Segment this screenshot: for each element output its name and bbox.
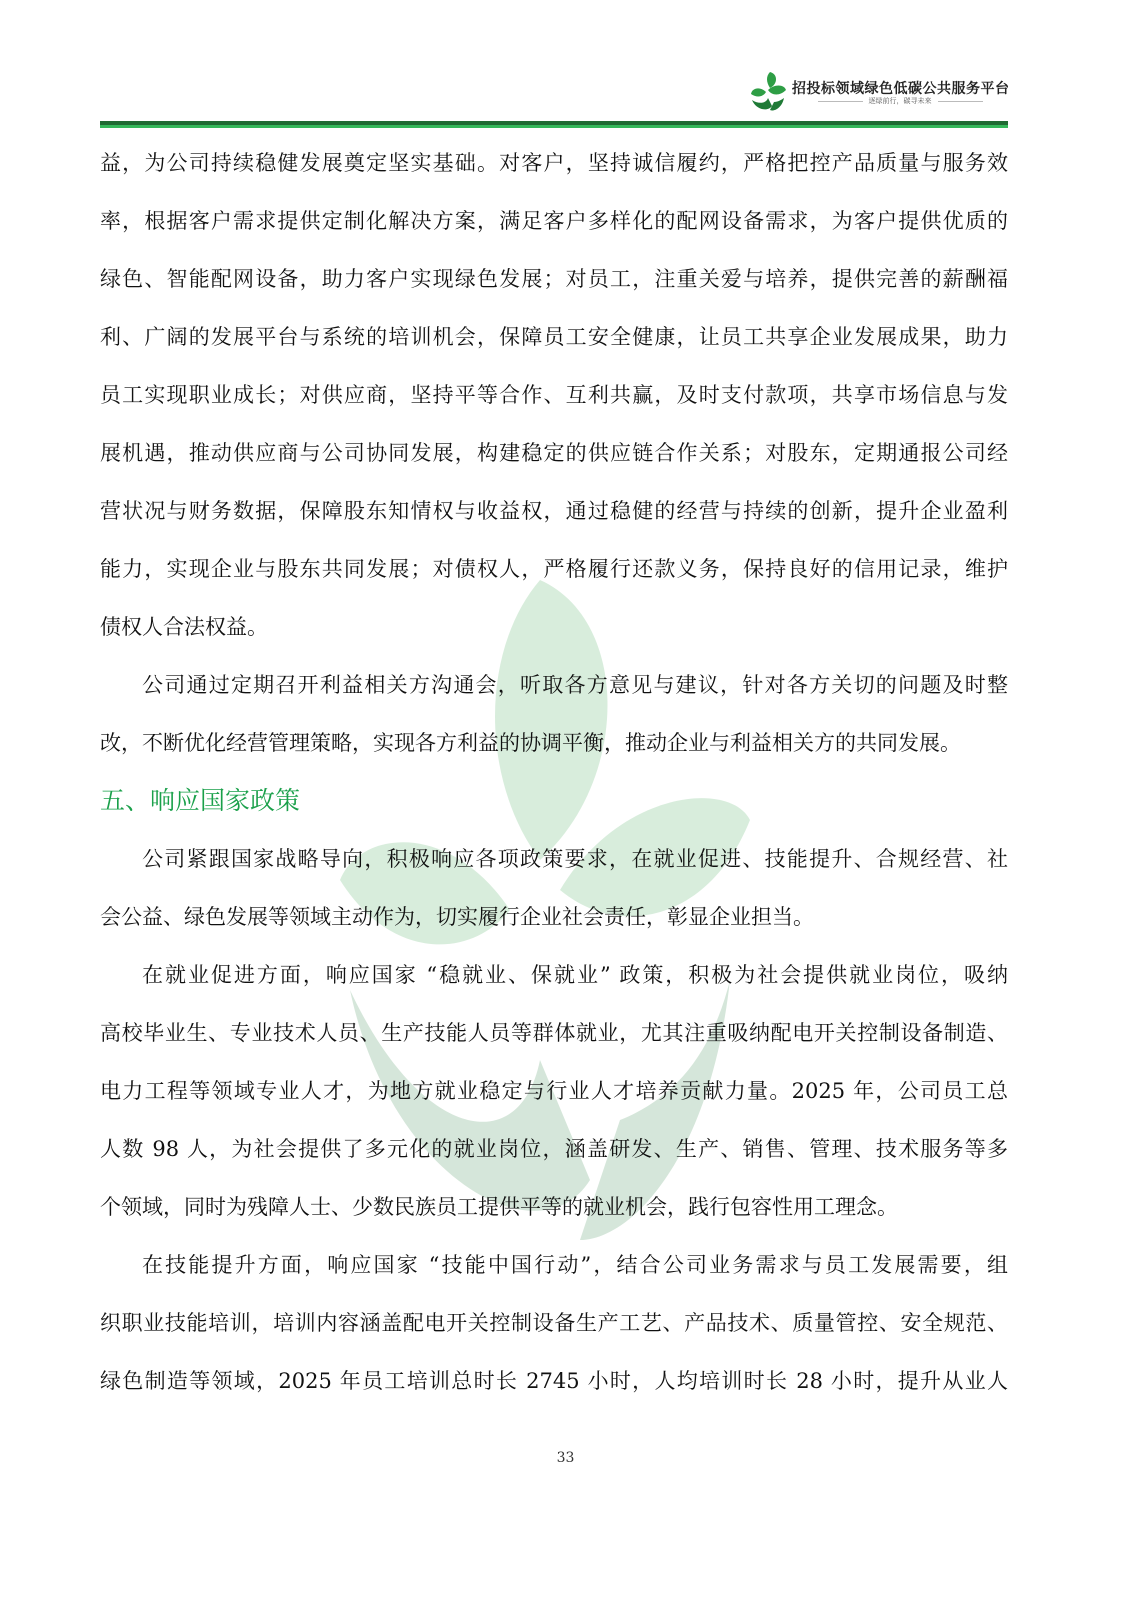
paragraph-line: 织职业技能培训，培训内容涵盖配电开关控制设备生产工艺、产品技术、质量管控、安全规范、 [100, 1311, 1008, 1335]
platform-tagline: 逐绿前行，碳寻未来 [800, 96, 1000, 106]
paragraph-line: 会公益、绿色发展等领域主动作为，切实履行企业社会责任，彰显企业担当。 [100, 905, 814, 929]
paragraph-line: 绿色、智能配网设备，助力客户实现绿色发展；对员工，注重关爱与培养，提供完善的薪酬福 [100, 267, 1008, 291]
paragraph-line: 债权人合法权益。 [100, 615, 268, 639]
paragraph-line: 能力，实现企业与股东共同发展；对债权人，严格履行还款义务，保持良好的信用记录，维护 [100, 557, 1008, 581]
paragraph-line: 高校毕业生、专业技术人员、生产技能人员等群体就业，尤其注重吸纳配电开关控制设备制造、 [100, 1021, 1008, 1045]
paragraph-line: 人数 98 人，为社会提供了多元化的就业岗位，涵盖研发、生产、销售、管理、技术服务等多 [100, 1137, 1008, 1161]
platform-name: 招投标领域绿色低碳公共服务平台 [792, 81, 1010, 97]
paragraph-line: 员工实现职业成长；对供应商，坚持平等合作、互利共赢，及时支付款项，共享市场信息与发 [100, 383, 1008, 407]
paragraph-line: 利、广阔的发展平台与系统的培训机会，保障员工安全健康，让员工共享企业发展成果，助力 [100, 325, 1008, 349]
paragraph-line: 改，不断优化经营管理策略，实现各方利益的协调平衡，推动企业与利益相关方的共同发展。 [100, 731, 961, 755]
paragraph-line: 公司通过定期召开利益相关方沟通会，听取各方意见与建议，针对各方关切的问题及时整 [142, 673, 1008, 697]
paragraph-line: 在技能提升方面，响应国家 “技能中国行动”，结合公司业务需求与员工发展需要，组 [142, 1253, 1008, 1277]
paragraph-line: 在就业促进方面，响应国家 “稳就业、保就业” 政策，积极为社会提供就业岗位，吸纳 [142, 963, 1008, 987]
paragraph-line: 绿色制造等领域，2025 年员工培训总时长 2745 小时，人均培训时长 28 小时，提升从业人 [100, 1369, 1008, 1393]
document-body [100, 145, 1008, 1421]
page-number: 33 [556, 1450, 575, 1466]
paragraph-line: 电力工程等领域专业人才，为地方就业稳定与行业人才培养贡献力量。2025 年，公司员工总 [100, 1079, 1008, 1103]
paragraph-line: 率，根据客户需求提供定制化解决方案，满足客户多样化的配网设备需求，为客户提供优质的 [100, 209, 1008, 233]
header-divider-accent [100, 125, 1008, 128]
paragraph-line: 个领域，同时为残障人士、少数民族员工提供平等的就业机会，践行包容性用工理念。 [100, 1195, 898, 1219]
paragraph-line: 展机遇，推动供应商与公司协同发展，构建稳定的供应链合作关系；对股东，定期通报公司经 [100, 441, 1008, 465]
paragraph-line: 营状况与财务数据，保障股东知情权与收益权，通过稳健的经营与持续的创新，提升企业盈利 [100, 499, 1008, 523]
paragraph-line: 益，为公司持续稳健发展奠定坚实基础。对客户，坚持诚信履约，严格把控产品质量与服务效 [100, 151, 1008, 175]
paragraph-line: 公司紧跟国家战略导向，积极响应各项政策要求，在就业促进、技能提升、合规经营、社 [142, 847, 1008, 871]
platform-logo [748, 70, 788, 114]
section-heading: 五、响应国家政策 [100, 786, 301, 815]
